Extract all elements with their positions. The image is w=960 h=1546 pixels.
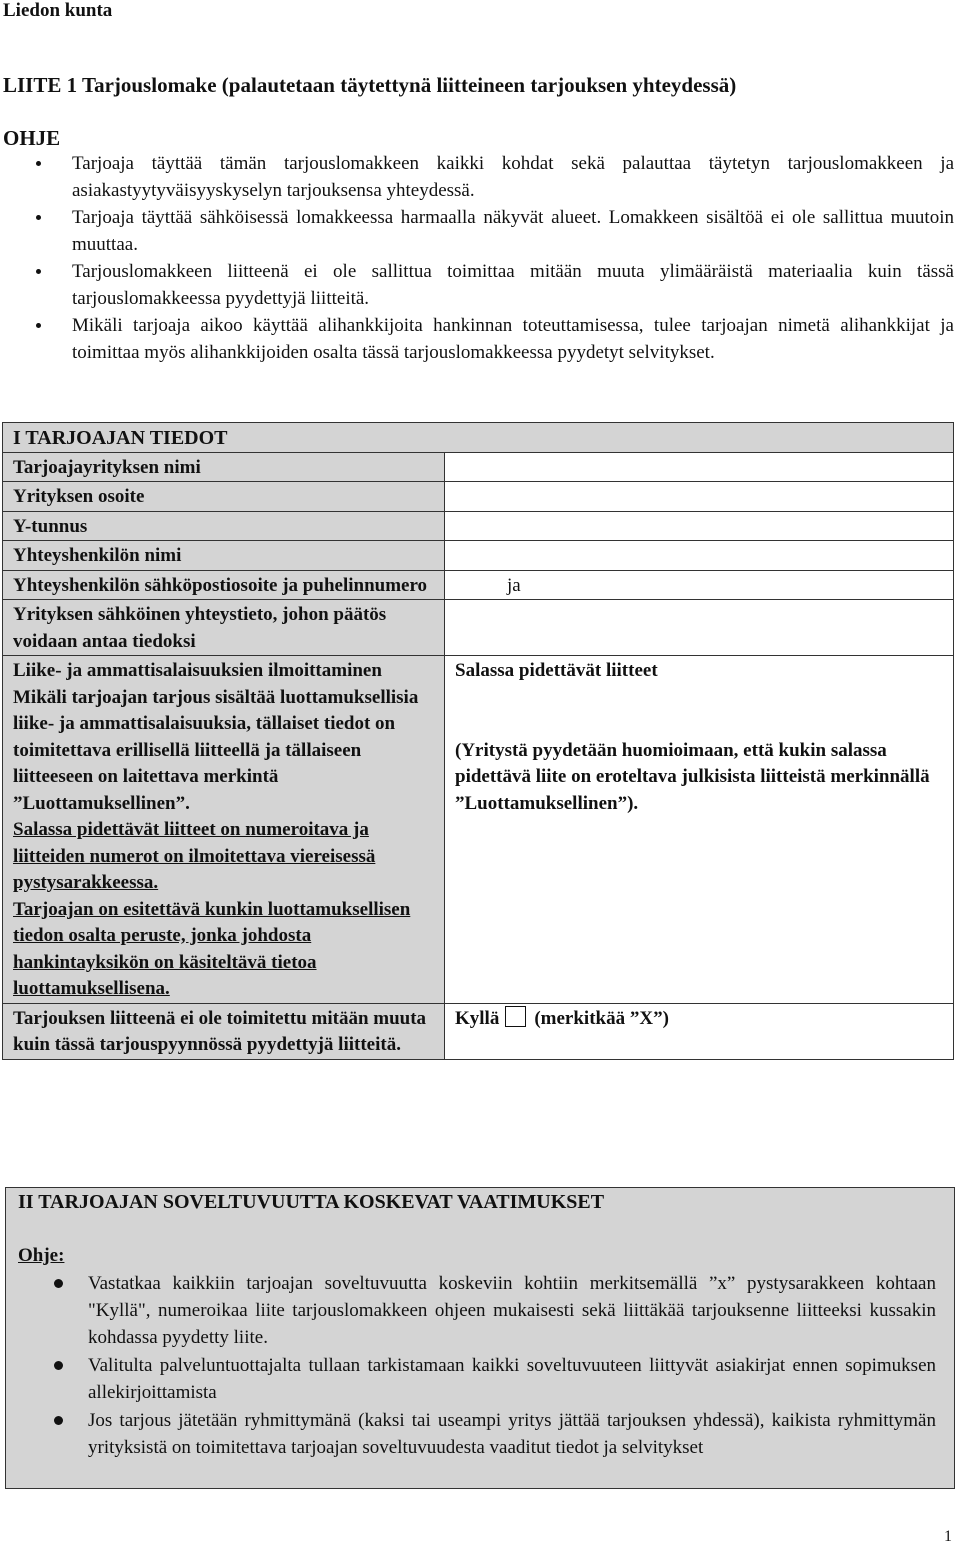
section1-heading: I TARJOAJAN TIEDOT (3, 423, 954, 453)
yes-label: Kyllä (455, 1007, 500, 1029)
attachment-title: LIITE 1 Tarjouslomake (palautetaan täytettynä liitteineen tarjouksen yhteydessä) (3, 73, 737, 97)
contact-name-label: Yhteyshenkilön nimi (3, 541, 445, 571)
instruction-item: Tarjouslomakkeen liitteenä ei ole sallittua toimittaa mitään muuta ylimääräistä materiaalia kuin tässä tarjouslomakkeessa pyydettyjä liitteitä. (0, 258, 958, 312)
electronic-contact-label: Yrityksen sähköinen yhteystieto, johon päätös voidaan antaa tiedoksi (3, 600, 445, 656)
instruction-item: Tarjoaja täyttää sähköisessä lomakkeessa harmaalla näkyvät alueet. Lomakkeen sisältöä ei ole sallittua muutoin muuttaa. (0, 204, 958, 258)
requirement-item: Jos tarjous jätetään ryhmittymänä (kaksi tai useampi yritys jättää tarjouksen yhdessä), kaikista ryhmittymän yrityksistä on toimitettava tarjoajan soveltuvuudesta vaaditut tiedot ja selvitykset (6, 1407, 936, 1461)
page-number: 1 (944, 1528, 952, 1545)
contact-email-phone-label: Yhteyshenkilön sähköpostiosoite ja puhelinnumero (3, 570, 445, 600)
bullet-icon (54, 1279, 63, 1288)
no-other-attachments-field (445, 1003, 954, 1059)
company-name-field[interactable] (445, 452, 954, 482)
secret-attachments-label: Salassa pidettävät liitteet (455, 660, 658, 681)
bullet-icon (54, 1416, 63, 1425)
bullet-icon (36, 269, 41, 274)
contact-name-field[interactable] (445, 541, 954, 571)
municipality-name: Liedon kunta (3, 0, 113, 21)
section2-list (6, 1270, 936, 1462)
business-id-label: Y-tunnus (3, 511, 445, 541)
bullet-icon (36, 161, 41, 166)
bullet-icon (36, 215, 41, 220)
instructions-heading: OHJE (3, 126, 61, 150)
trade-secrets-heading: Liike- ja ammattisalaisuuksien ilmoittaminen (13, 660, 382, 681)
trade-secrets-cell (3, 656, 445, 1004)
section2-guide-label: Ohje: (18, 1245, 65, 1266)
bullet-icon (54, 1361, 63, 1370)
suitability-requirements-box (5, 1187, 955, 1489)
trade-secrets-numbering: Salassa pidettävät liitteet on numeroitava ja liitteiden numerot on ilmoitettava viereisessä pystysarakkeessa. (13, 819, 376, 893)
electronic-contact-field[interactable] (445, 600, 954, 656)
no-other-attachments-label: Tarjouksen liitteenä ei ole toimitettu mitään muuta kuin tässä tarjouspyynnössä pyydettyjä liitteitä. (3, 1003, 445, 1059)
company-address-field[interactable] (445, 482, 954, 512)
contact-email-phone-field[interactable] (445, 570, 954, 600)
instruction-item: Mikäli tarjoaja aikoo käyttää alihankkijoita hankinnan toteuttamisessa, tulee tarjoajan nimetä alihankkijat ja toimittaa myös alihankkijoiden osalta tässä tarjouslomakkeessa pyydetyt selvitykset. (0, 312, 958, 366)
section2-heading: II TARJOAJAN SOVELTUVUUTTA KOSKEVAT VAATIMUKSET (18, 1191, 605, 1213)
company-address-label: Yrityksen osoite (3, 482, 445, 512)
company-name-label: Tarjoajayrityksen nimi (3, 452, 445, 482)
instruction-item: Tarjoaja täyttää tämän tarjouslomakkeen kaikki kohdat sekä palauttaa täytetyn tarjouslomakkeen ja asiakastyytyväisyyskyselyn tarjouksensa yhteydessä. (0, 150, 958, 204)
contact-and-separator: ja (507, 574, 521, 596)
trade-secrets-text: Mikäli tarjoajan tarjous sisältää luottamuksellisia liike- ja ammattisalaisuuksia, tällaiset tiedot on toimitettava erillisellä liitteellä ja tällaiseen liitteeseen on laitettava merkintä ”Luottamuksellinen”. (13, 686, 419, 814)
bullet-icon (36, 323, 41, 328)
trade-secrets-reason: Tarjoajan on esitettävä kunkin luottamuksellisen tiedon osalta peruste, jonka johdosta hankintayksikön on käsiteltävä tietoa luottamuksellisena. (13, 898, 411, 999)
instructions-list (0, 150, 958, 366)
requirement-item: Vastatkaa kaikkiin tarjoajan soveltuvuutta koskeviin kohtiin merkitsemällä ”x” pystysarakkeen kohtaan "Kyllä", numeroikaa liite tarjouslomakkeen ohjeen mukaisesti sekä liittäkää tarjouksenne liitteeksi kussakin kohdassa pyydetty liite. (6, 1270, 936, 1351)
secret-attachments-field[interactable] (445, 656, 954, 1004)
mark-hint: (merkitkää ”X”) (534, 1007, 669, 1029)
bidder-info-table (2, 422, 954, 1060)
secret-attachments-note: (Yritystä pyydetään huomioimaan, että kukin salassa pidettävä liite on eroteltava julkisista liitteistä merkinnällä ”Luottamuksellinen”). (455, 739, 930, 814)
requirement-item: Valitulta palveluntuottajalta tullaan tarkistamaan kaikki soveltuvuuteen liittyvät asiakirjat ennen sopimuksen allekirjoittamista (6, 1352, 936, 1406)
yes-checkbox[interactable] (505, 1006, 526, 1027)
business-id-field[interactable] (445, 511, 954, 541)
